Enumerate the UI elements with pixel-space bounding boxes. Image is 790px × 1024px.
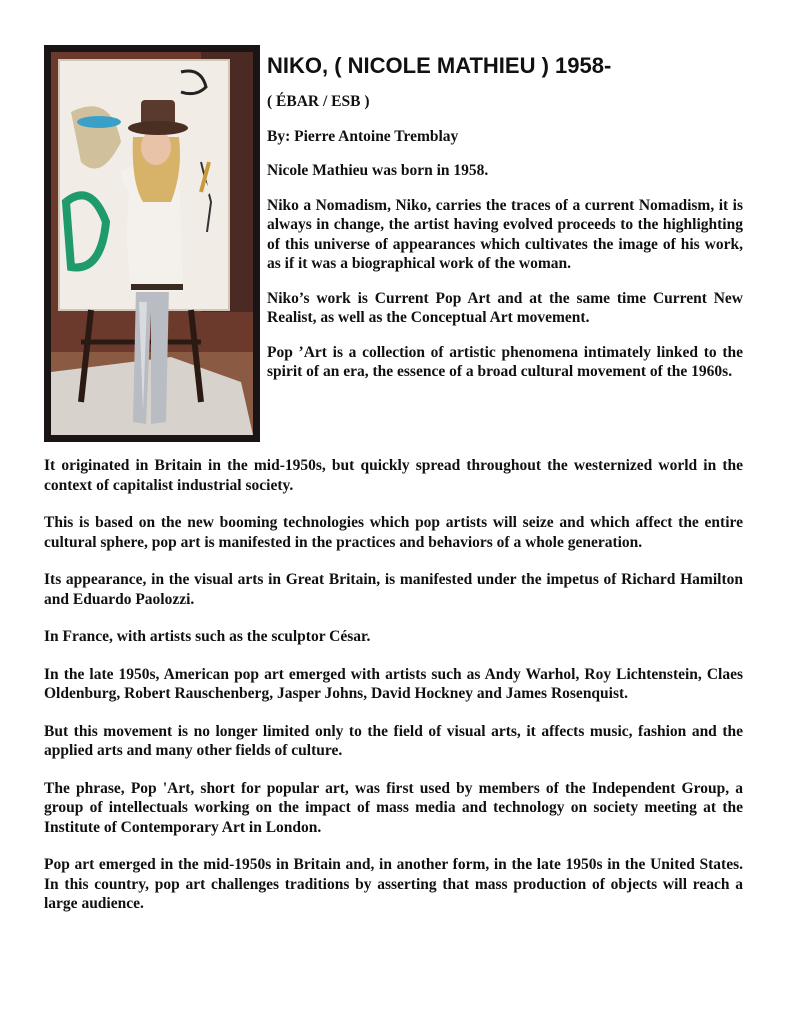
byline: By: Pierre Antoine Tremblay	[267, 127, 459, 145]
body-paragraph: It originated in Britain in the mid-1950s, but quickly spread throughout the westernized world in the context of capitalist industrial society.	[44, 457, 743, 494]
body-paragraph: In the late 1950s, American pop art emerged with artists such as Andy Warhol, Roy Lichtenstein, Claes Oldenburg, Robert Rauschenberg, Jasper Johns, David Hockney and James Rosenquist.	[44, 665, 743, 702]
body-paragraph: This is based on the new booming technologies which pop artists will seize and which affect the entire cultural sphere, pop art is manifested in the practices and behaviors of a whole generation.	[44, 514, 743, 551]
artist-photo	[44, 45, 260, 442]
body-paragraph: Its appearance, in the visual arts in Great Britain, is manifested under the impetus of Richard Hamilton and Eduardo Paolozzi.	[44, 571, 743, 608]
artist-photo-image	[51, 52, 253, 435]
side-paragraph: Niko’s work is Current Pop Art and at the same time Current New Realist, as well as the Conceptual Art movement.	[267, 289, 743, 326]
body-paragraph: But this movement is no longer limited only to the field of visual arts, it affects music, fashion and the applied arts and many other fields of culture.	[44, 722, 743, 759]
body-paragraph: The phrase, Pop 'Art, short for popular art, was first used by members of the Independent Group, a group of intellectuals working on the impact of mass media and technology on society meeting at the Institute of Contemporary Art in London.	[44, 779, 743, 836]
side-paragraph: Niko a Nomadism, Niko, carries the traces of a current Nomadism, it is always in change, the artist having evolved proceeds to the highlighting of this universe of appearances which cultivates the image of his work, as if it was a biographical work of the woman.	[267, 196, 743, 272]
body-paragraph: In France, with artists such as the sculptor César.	[44, 628, 371, 645]
subtitle: ( ÉBAR / ESB )	[267, 93, 370, 110]
body-paragraph: Pop art emerged in the mid-1950s in Britain and, in another form, in the late 1950s in the United States. In this country, pop art challenges traditions by asserting that mass production of objects will reach a large audience.	[44, 856, 743, 912]
side-paragraph: Pop ’Art is a collection of artistic phenomena intimately linked to the spirit of an era, the essence of a broad cultural movement of the 1960s.	[267, 343, 743, 380]
body-section	[44, 456, 743, 932]
birth-line: Nicole Mathieu was born in 1958.	[267, 162, 489, 179]
header-section	[267, 52, 743, 397]
document-title: NIKO, ( NICOLE MATHIEU ) 1958-	[267, 53, 612, 78]
